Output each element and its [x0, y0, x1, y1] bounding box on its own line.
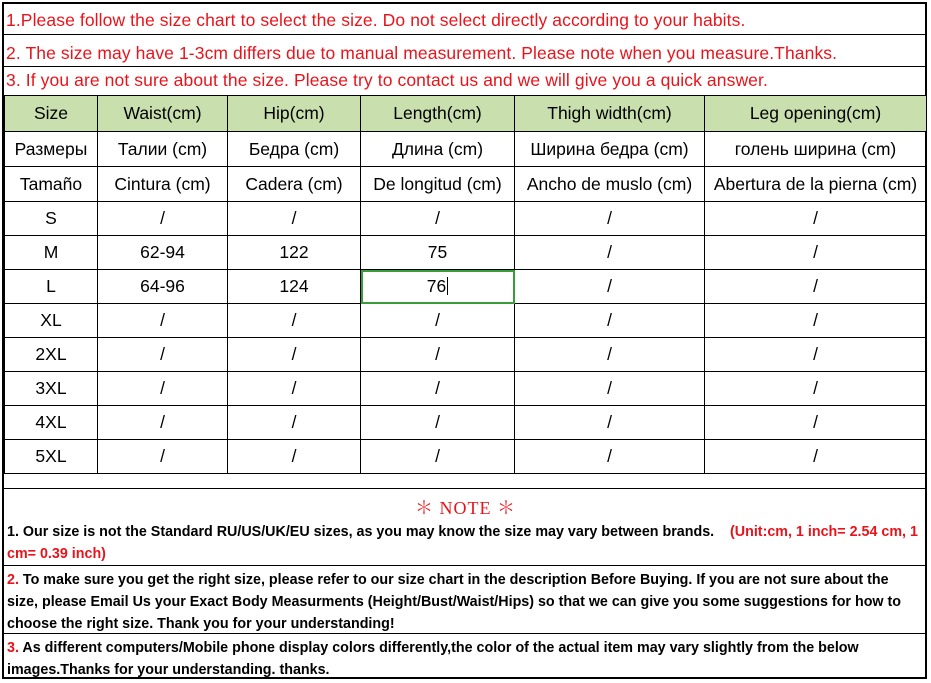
table-row	[5, 406, 927, 440]
top-note-2: 2. The size may have 1-3cm differs due to manual measurement. Please note when you measure.Thanks.	[6, 43, 838, 63]
table-cell[interactable]: /	[705, 202, 927, 236]
table-cell[interactable]: 76	[361, 270, 515, 304]
table-cell[interactable]: /	[515, 304, 705, 338]
size-label-cell[interactable]: 2XL	[5, 338, 98, 372]
header-cell: голень ширина (cm)	[705, 132, 927, 167]
table-cell[interactable]: /	[98, 202, 228, 236]
header-cell: Cadera (cm)	[228, 167, 361, 202]
table-header-row	[5, 96, 927, 132]
table-cell[interactable]: /	[515, 202, 705, 236]
header-cell: Cintura (cm)	[98, 167, 228, 202]
size-label-cell[interactable]: L	[5, 270, 98, 304]
table-row	[5, 304, 927, 338]
table-cell[interactable]: /	[705, 304, 927, 338]
note-title: ＊ NOTE ＊	[415, 498, 516, 518]
header-cell: Ancho de muslo (cm)	[515, 167, 705, 202]
divider	[2, 633, 927, 634]
table-row	[5, 270, 927, 304]
table-cell[interactable]: /	[361, 304, 515, 338]
russian-header-row	[5, 132, 927, 167]
table-row	[5, 202, 927, 236]
table-row	[5, 372, 927, 406]
header-cell: Талии (cm)	[98, 132, 228, 167]
table-cell[interactable]: /	[98, 338, 228, 372]
divider	[2, 565, 927, 566]
table-cell[interactable]: /	[515, 406, 705, 440]
text-caret	[447, 277, 448, 295]
header-cell: Thigh width(cm)	[515, 96, 705, 132]
table-cell[interactable]: /	[515, 270, 705, 304]
table-cell[interactable]: /	[98, 440, 228, 474]
table-cell[interactable]: /	[228, 406, 361, 440]
table-cell[interactable]: /	[515, 372, 705, 406]
table-cell[interactable]: /	[228, 338, 361, 372]
table-cell[interactable]: 122	[228, 236, 361, 270]
table-cell[interactable]: /	[98, 406, 228, 440]
table-cell[interactable]: 62-94	[98, 236, 228, 270]
table-cell[interactable]: /	[515, 236, 705, 270]
header-cell: Ширина бедра (cm)	[515, 132, 705, 167]
table-row	[5, 338, 927, 372]
table-cell[interactable]: /	[228, 440, 361, 474]
top-note-1: 1.Please follow the size chart to select the size. Do not select directly according to your habits.	[6, 10, 746, 30]
table-cell[interactable]: /	[705, 270, 927, 304]
table-cell[interactable]: /	[705, 372, 927, 406]
table-cell[interactable]: 64-96	[98, 270, 228, 304]
note-number: 3.	[7, 640, 19, 656]
size-chart-table	[4, 95, 927, 474]
divider	[2, 488, 927, 489]
table-row	[5, 236, 927, 270]
table-cell[interactable]: /	[98, 304, 228, 338]
size-label-cell[interactable]: 5XL	[5, 440, 98, 474]
header-cell: Size	[5, 96, 98, 132]
table-cell[interactable]: /	[361, 202, 515, 236]
table-cell[interactable]: /	[361, 406, 515, 440]
table-cell[interactable]: /	[515, 440, 705, 474]
note-text: To make sure you get the right size, please refer to our size chart in the description Before Buying. If you are not sure about the size, please Email Us your Exact Body Measurments (Height/Bust/Waist/Hips) so that we can give you some suggestions for how to choose the right size. Thank you for your understanding!	[7, 572, 902, 632]
table-row	[5, 440, 927, 474]
table-cell[interactable]: /	[361, 338, 515, 372]
size-label-cell[interactable]: XL	[5, 304, 98, 338]
table-cell[interactable]: /	[98, 372, 228, 406]
note-number: 2.	[7, 572, 19, 588]
table-cell[interactable]: /	[361, 440, 515, 474]
table-cell[interactable]: 75	[361, 236, 515, 270]
table-cell[interactable]: /	[515, 338, 705, 372]
unit-note: (Unit:cm, 1 inch= 2.54 cm, 1 cm= 0.39 inch)	[7, 524, 918, 562]
table-cell[interactable]: /	[361, 372, 515, 406]
header-cell: Leg opening(cm)	[705, 96, 927, 132]
header-cell: Abertura de la pierna (cm)	[705, 167, 927, 202]
header-cell: Hip(cm)	[228, 96, 361, 132]
table-cell[interactable]: /	[705, 338, 927, 372]
note-paragraph-2	[7, 569, 922, 635]
header-cell: Waist(cm)	[98, 96, 228, 132]
spanish-header-row	[5, 167, 927, 202]
header-cell: Tamaño	[5, 167, 98, 202]
header-cell: De longitud (cm)	[361, 167, 515, 202]
header-cell: Length(cm)	[361, 96, 515, 132]
note-paragraph-1	[7, 521, 922, 565]
note-paragraph-3	[7, 637, 922, 681]
size-label-cell[interactable]: 4XL	[5, 406, 98, 440]
table-cell[interactable]: /	[228, 372, 361, 406]
table-cell[interactable]: /	[705, 406, 927, 440]
table-cell[interactable]: /	[228, 202, 361, 236]
divider	[2, 66, 927, 67]
table-cell[interactable]: 124	[228, 270, 361, 304]
table-cell[interactable]: /	[705, 236, 927, 270]
header-cell: Размеры	[5, 132, 98, 167]
size-label-cell[interactable]: S	[5, 202, 98, 236]
header-cell: Бедра (cm)	[228, 132, 361, 167]
table-cell[interactable]: /	[228, 304, 361, 338]
top-note-3: 3. If you are not sure about the size. Please try to contact us and we will give you a quick answer.	[6, 70, 768, 90]
table-cell[interactable]: /	[705, 440, 927, 474]
size-label-cell[interactable]: 3XL	[5, 372, 98, 406]
note-text: As different computers/Mobile phone display colors differently,the color of the actual item may vary slightly from the below images.Thanks for your understanding. thanks.	[7, 640, 859, 678]
header-cell: Длина (cm)	[361, 132, 515, 167]
size-label-cell[interactable]: M	[5, 236, 98, 270]
note-text: 1. Our size is not the Standard RU/US/UK/EU sizes, as you may know the size may vary between brands.	[7, 524, 715, 540]
divider	[2, 34, 927, 35]
